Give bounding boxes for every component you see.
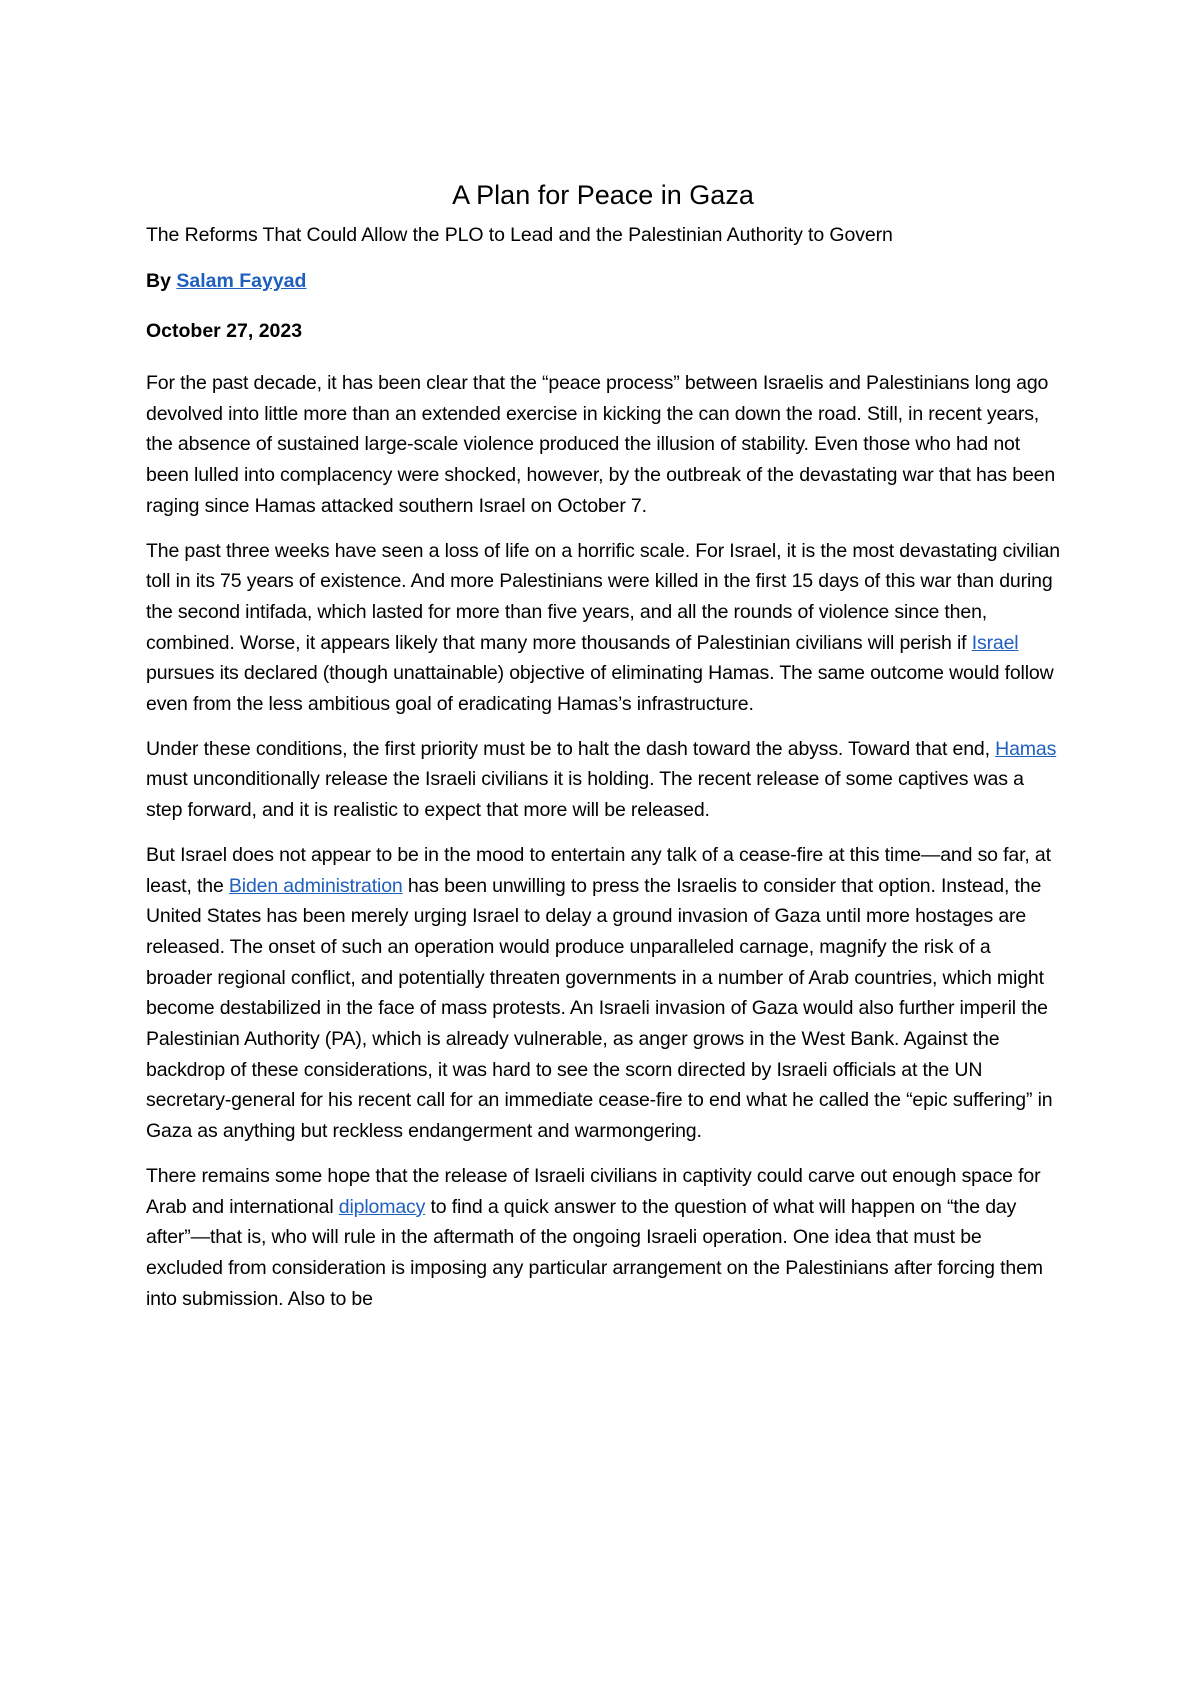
paragraph-4-text-a: But Israel does not appear to be in the mood to entertain any talk of a cease-fire at this time—and so far, at least, the — [146, 843, 1051, 897]
diplomacy-link[interactable]: diplomacy — [338, 1195, 426, 1218]
paragraph-3-text-a: Under these conditions, the first priority must be to halt the dash toward the abyss. Toward that end, — [146, 737, 996, 760]
byline-prefix: By — [146, 270, 177, 292]
israel-link[interactable]: Israel — [971, 631, 1019, 654]
byline — [146, 268, 1060, 294]
paragraph-4 — [146, 840, 1060, 1147]
paragraph-3-text-b: must unconditionally release the Israeli civilians it is holding. The recent release of some captives was a step forward, and it is realistic to expect that more will be released. — [146, 768, 1024, 822]
author-link[interactable]: Salam Fayyad — [176, 270, 307, 292]
paragraph-5 — [146, 1161, 1060, 1315]
paragraph-3 — [146, 734, 1060, 826]
hamas-link[interactable]: Hamas — [995, 737, 1057, 760]
paragraph-5-text-b: to find a quick answer to the question of what will happen on “the day after”—that is, who will rule in the aftermath of the ongoing Israeli operation. One idea that must be excluded from consideration is imposing any particular arrangement on the Palestinians after forcing them into submission. Also to be — [146, 1195, 1043, 1310]
paragraph-1: For the past decade, it has been clear that the “peace process” between Israelis and Palestinians long ago devolved into little more than an extended exercise in kicking the can down the road. Still, in recent years, the absence of sustained large-scale violence produced the illusion of stability. Even those who had not been lulled into complacency were shocked, however, by the outbreak of the devastating war that has been raging since Hamas attacked southern Israel on October 7. — [146, 372, 1056, 517]
paragraph-4-text-b: has been unwilling to press the Israelis to consider that option. Instead, the United States has been merely urging Israel to delay a ground invasion of Gaza until more hostages are released. The onset of such an operation would produce unparalleled carnage, magnify the risk of a broader regional conflict, and potentially threaten governments in a number of Arab countries, which might become destabilized in the face of mass protests. An Israeli invasion of Gaza would also further imperil the Palestinian Authority (PA), which is already vulnerable, as anger grows in the West Bank. Against the backdrop of these considerations, it was hard to see the scorn directed by Israeli officials at the UN secretary-general for his recent call for an immediate cease-fire to end what he called the “epic suffering” in Gaza as anything but reckless endangerment and warmongering. — [146, 874, 1053, 1143]
paragraph-5-text-a: There remains some hope that the release of Israeli civilians in captivity could carve out enough space for Arab and international — [146, 1164, 1041, 1218]
article-title: A Plan for Peace in Gaza — [452, 180, 754, 210]
paragraph-2 — [146, 536, 1060, 720]
biden-administration-link[interactable]: Biden administration — [228, 874, 403, 897]
publication-date: October 27, 2023 — [146, 320, 303, 342]
paragraph-2-text-b: pursues its declared (though unattainable) objective of eliminating Hamas. The same outcome would follow even from the less ambitious goal of eradicating Hamas’s infrastructure. — [146, 662, 1054, 716]
article-subtitle: The Reforms That Could Allow the PLO to Lead and the Palestinian Authority to Govern — [146, 224, 893, 246]
paragraph-2-text-a: The past three weeks have seen a loss of life on a horrific scale. For Israel, it is the most devastating civilian toll in its 75 years of existence. And more Palestinians were killed in the first 15 days of this war than during the second intifada, which lasted for more than five years, and all the rounds of violence since then, combined. Worse, it appears likely that many more thousands of Palestinian civilians will perish if — [146, 539, 1060, 654]
